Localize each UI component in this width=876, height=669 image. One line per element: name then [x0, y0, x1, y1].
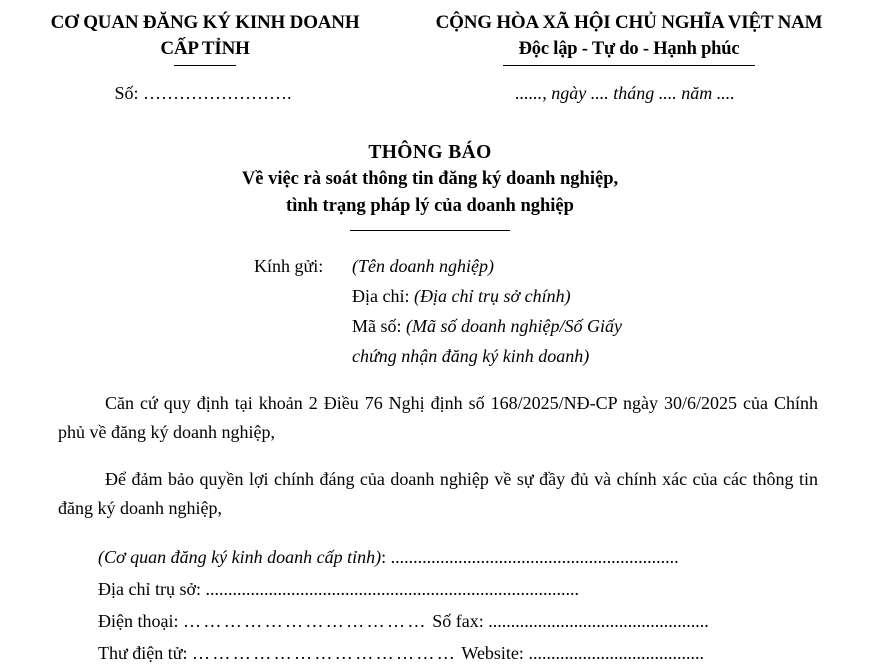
- recipient-address-label: Địa chỉ:: [352, 286, 410, 306]
- issuing-authority-block: [0, 10, 400, 66]
- recipient-block: [0, 251, 876, 371]
- recipient-company-name: (Tên doanh nghiệp): [352, 256, 494, 276]
- phone-label: Điện thoại:: [98, 611, 179, 631]
- document-title-block: [0, 140, 876, 231]
- recipient-row-code: [254, 311, 876, 341]
- form-row-agency: [98, 541, 818, 573]
- document-title-rule: [350, 230, 510, 231]
- national-heading-block: [400, 10, 876, 66]
- phone-dots[interactable]: ………………………………: [182, 611, 428, 631]
- fax-label: Số fax:: [432, 611, 484, 631]
- issuing-authority-line2: CẤP TỈNH: [160, 38, 250, 59]
- recipient-row-code-cont: [254, 341, 876, 371]
- website-label: Website:: [461, 643, 524, 663]
- agency-details-form: [0, 541, 876, 669]
- recipient-address-field: [352, 281, 876, 311]
- document-number-label: Số:: [114, 83, 139, 103]
- document-subtitle-line2: tình trạng pháp lý của doanh nghiệp: [286, 196, 574, 216]
- form-row-email-website: [98, 637, 818, 669]
- document-title: THÔNG BÁO: [368, 142, 492, 163]
- document-meta-row: [0, 83, 876, 104]
- recipient-salutation-label: Kính gửi:: [254, 256, 324, 276]
- body-paragraph-2: Để đảm bảo quyền lợi chính đáng của doanh nghiệp về sự đầy đủ và chính xác của các thông tin đăng ký doanh nghiệp,: [58, 469, 818, 518]
- recipient-row-name: [254, 251, 876, 281]
- recipient-code-value-line1: (Mã số doanh nghiệp/Số Giấy: [406, 316, 622, 336]
- agency-name-dots[interactable]: ................................................................: [390, 547, 679, 567]
- document-header: [0, 0, 876, 66]
- recipient-code-field: [352, 311, 876, 341]
- document-date-line: ......, ngày .... tháng .... năm ....: [515, 83, 735, 103]
- document-subtitle-line1: Về việc rà soát thông tin đăng ký doanh nghiệp,: [241, 169, 619, 189]
- national-motto: Độc lập - Tự do - Hạnh phúc: [518, 39, 740, 59]
- office-address-label: Địa chỉ trụ sở:: [98, 579, 201, 599]
- recipient-address-value: (Địa chỉ trụ sở chính): [413, 286, 571, 306]
- document-number-dots: …………………….: [143, 83, 292, 103]
- form-row-office-address: [98, 573, 818, 605]
- recipient-code-value-line2: chứng nhận đăng ký kinh doanh): [352, 346, 590, 366]
- website-dots[interactable]: .......................................: [528, 643, 704, 663]
- national-motto-rule: [503, 65, 755, 66]
- agency-name-colon: :: [381, 547, 387, 567]
- document-number-field: [0, 83, 400, 104]
- recipient-row-address: [254, 281, 876, 311]
- office-address-dots[interactable]: ...................................................................................: [205, 579, 579, 599]
- body-paragraph-1: Căn cứ quy định tại khoản 2 Điều 76 Nghị định số 168/2025/NĐ-CP ngày 30/6/2025 của Chính phủ về đăng ký doanh nghiệp,: [58, 393, 818, 442]
- recipient-code-label: Mã số:: [352, 316, 402, 336]
- issuing-authority-rule: [174, 65, 236, 66]
- email-dots[interactable]: …………………………………: [192, 643, 458, 663]
- document-body: [0, 389, 876, 523]
- email-label: Thư điện tử:: [98, 643, 188, 663]
- form-row-phone-fax: [98, 605, 818, 637]
- national-name: CỘNG HÒA XÃ HỘI CHỦ NGHĨA VIỆT NAM: [435, 12, 823, 33]
- fax-dots[interactable]: .................................................: [488, 611, 709, 631]
- issuing-authority-line1: CƠ QUAN ĐĂNG KÝ KINH DOANH: [50, 12, 360, 33]
- agency-name-label: (Cơ quan đăng ký kinh doanh cấp tỉnh): [98, 547, 382, 567]
